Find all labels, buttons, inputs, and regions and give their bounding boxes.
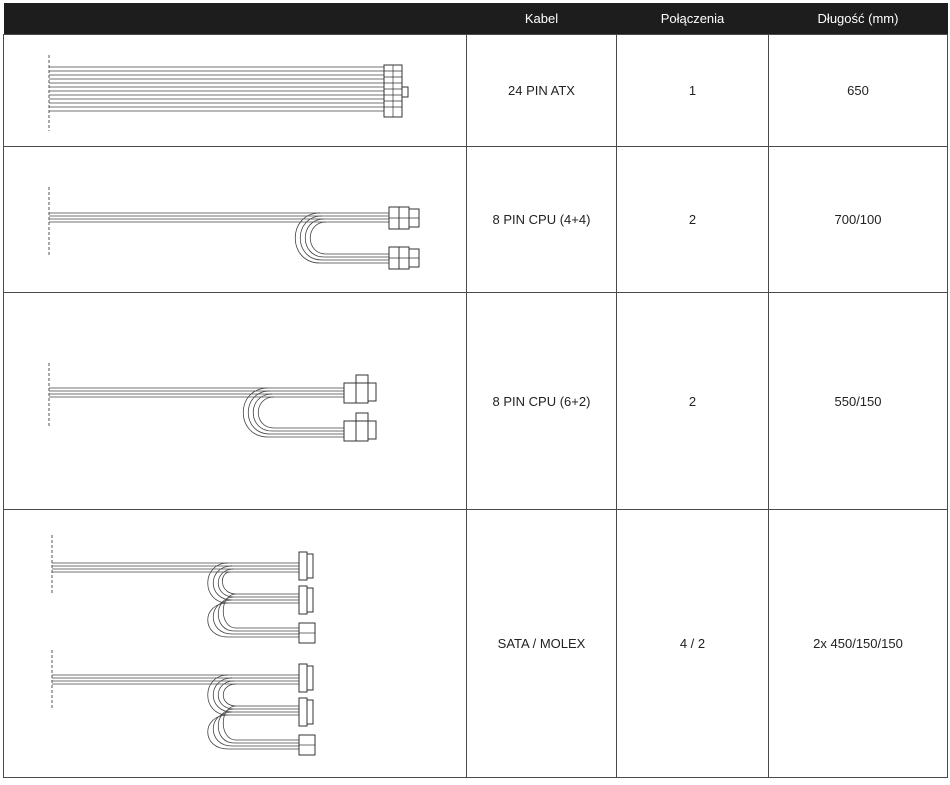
table-row: [4, 35, 948, 147]
header-dlugosc: Długość (mm): [769, 3, 948, 35]
header-image: [4, 3, 467, 35]
table-row: [4, 147, 948, 293]
cell-kabel: 8 PIN CPU (6+2): [467, 293, 617, 510]
cell-polaczenia: 2: [617, 147, 769, 293]
cell-dlugosc: 700/100: [769, 147, 948, 293]
cell-dlugosc: 2x 450/150/150: [769, 510, 948, 778]
table-row: [4, 510, 948, 778]
cable-image-cell: [4, 35, 467, 147]
cell-dlugosc: 550/150: [769, 293, 948, 510]
cell-kabel: SATA / MOLEX: [467, 510, 617, 778]
table-row: [4, 293, 948, 510]
8-pin-cpu-6plus2-cable-icon: [4, 293, 467, 509]
cable-spec-table: [3, 3, 948, 778]
cable-image-cell: [4, 293, 467, 510]
cell-polaczenia: 4 / 2: [617, 510, 769, 778]
cell-kabel: 24 PIN ATX: [467, 35, 617, 147]
24-pin-atx-cable-icon: [4, 35, 467, 146]
cable-image-cell: [4, 510, 467, 778]
cell-kabel: 8 PIN CPU (4+4): [467, 147, 617, 293]
cell-polaczenia: 2: [617, 293, 769, 510]
table-header-row: [4, 3, 948, 35]
cable-image-cell: [4, 147, 467, 293]
8-pin-cpu-4plus4-cable-icon: [4, 147, 467, 292]
cell-polaczenia: 1: [617, 35, 769, 147]
sata-molex-cable-icon: [4, 510, 467, 777]
header-polaczenia: Połączenia: [617, 3, 769, 35]
cable-spec-table-container: [3, 3, 947, 781]
cell-dlugosc: 650: [769, 35, 948, 147]
header-kabel: Kabel: [467, 3, 617, 35]
